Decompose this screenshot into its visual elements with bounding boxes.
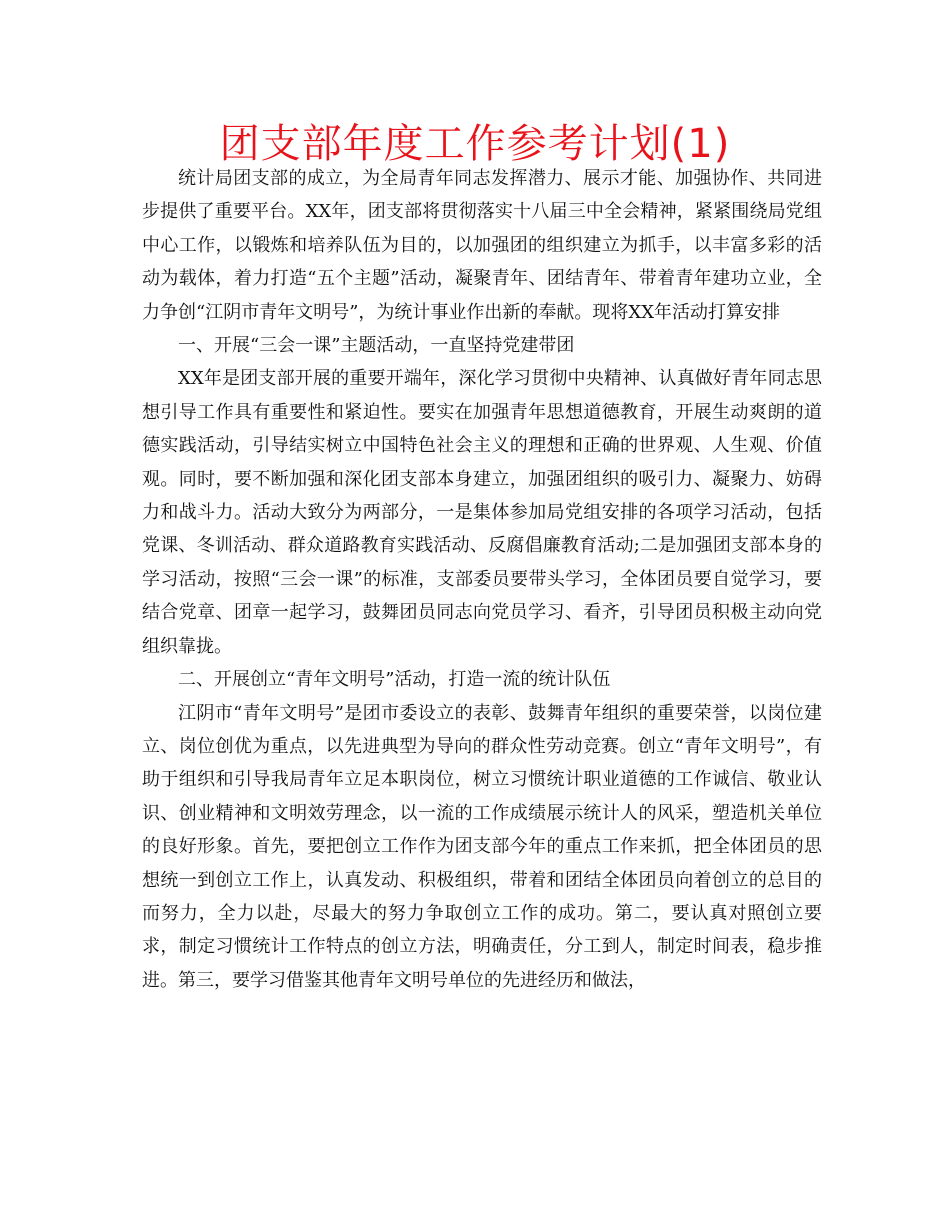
document-title: 团支部年度工作参考计划(1) bbox=[219, 121, 731, 167]
section-heading-1: 一、开展“三会一课”主题活动，一直坚持党建带团 bbox=[178, 335, 575, 357]
section-heading-2: 二、开展创立“青年文明号”活动，打造一流的统计队伍 bbox=[178, 669, 611, 691]
paragraph-intro: 统计局团支部的成立，为全局青年同志发挥潜力、展示才能、加强协作、共同进步提供了重要平台。XX年，团支部将贯彻落实十八届三中全会精神，紧紧围绕局党组中心工作，以锻炼和培养队伍为目的，以加强团的组织建立为抓手，以丰富多彩的活动为载体，着力打造“五个主题”活动，凝聚青年、团结青年、带着青年建功立业，全力争创“江阴市青年文明号”，为统计事业作出新的奉献。现将XX年活动打算安排 bbox=[142, 168, 822, 323]
document-body bbox=[142, 162, 822, 997]
paragraph-section-2: 江阴市“青年文明号”是团市委设立的表彰、鼓舞青年组织的重要荣誉，以岗位建立、岗位创优为重点，以先进典型为导向的群众性劳动竞赛。创立“青年文明号”，有助于组织和引导我局青年立足本职岗位，树立习惯统计职业道德的工作诚信、敬业认识、创业精神和文明效劳理念，以一流的工作成绩展示统计人的风采，塑造机关单位的良好形象。首先，要把创立工作作为团支部今年的重点工作来抓，把全体团员的思想统一到创立工作上，认真发动、积极组织，带着和团结全体团员向着创立的总目的而努力，全力以赴，尽最大的努力争取创立工作的成功。第二，要认真对照创立要求，制定习惯统计工作特点的创立方法，明确责任，分工到人，制定时间表，稳步推进。第三，要学习借鉴其他青年文明号单位的先进经历和做法， bbox=[142, 702, 822, 991]
paragraph-section-1: XX年是团支部开展的重要开端年，深化学习贯彻中央精神、认真做好青年同志思想引导工作具有重要性和紧迫性。要实在加强青年思想道德教育，开展生动爽朗的道德实践活动，引导结实树立中国特色社会主义的理想和正确的世界观、人生观、价值观。同时，要不断加强和深化团支部本身建立，加强团组织的吸引力、凝聚力、妨碍力和战斗力。活动大致分为两部分，一是集体参加局党组安排的各项学习活动，包括党课、冬训活动、群众道路教育实践活动、反腐倡廉教育活动;二是加强团支部本身的学习活动，按照“三会一课”的标准，支部委员要带头学习，全体团员要自觉学习，要结合党章、团章一起学习，鼓舞团员同志向党员学习、看齐，引导团员积极主动向党组织靠拢。 bbox=[142, 368, 822, 657]
